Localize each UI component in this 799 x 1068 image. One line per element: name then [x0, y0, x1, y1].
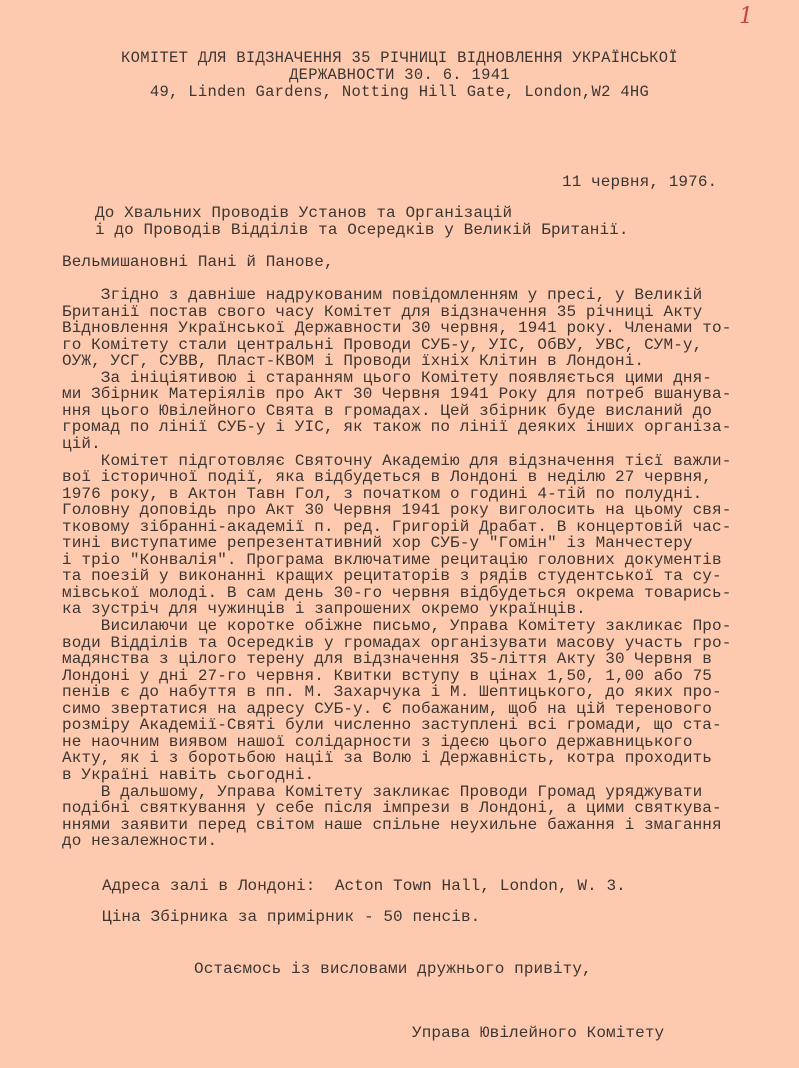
body-line: ннями заявити перед світом наше спільне неухильне бажання і змагання	[62, 815, 722, 834]
body-line: Акту, як і з боротьбою нації за Волю і Державність, котра проходить	[62, 749, 713, 768]
body-line: В дальшому, Управа Комітету закликає Проводи Громад уряджувати	[62, 782, 703, 801]
recipient-line-2: і до Проводів Відділів та Осередків у Великій Британії.	[95, 221, 629, 239]
body-line: Комітет підготовляє Святочну Академію для відзначення тієї важли-	[62, 451, 732, 470]
body-line: мадянства з цілого терену для відзначення 35-ліття Акту 30 Червня в	[62, 650, 713, 669]
body-line: Головну доповідь про Акт 30 Червня 1941 року виголосить на цьому свя-	[62, 501, 732, 520]
body-line: ми Збірник Матеріялів про Акт 30 Червня 1941 Року для потреб вшанува-	[62, 385, 732, 404]
salutation: Вельмишановні Пані й Панове,	[62, 253, 334, 271]
body-line: го Комітету стали центральні Проводи СУБ-у, УІС, ОбВУ, УВС, СУМ-у,	[62, 335, 703, 354]
letter-date: 11 червня, 1976.	[562, 173, 718, 191]
letterhead-title-line-2: ДЕРЖАВНОСТИ 30. 6. 1941	[289, 66, 510, 84]
body-line: Висилаючи це коротке обіжне письмо, Управа Комітету закликає Про-	[62, 617, 732, 635]
body-line: 1976 року, в Актон Тавн Гол, з початком о годині 4-тій по полудні.	[62, 484, 703, 503]
body-line: ння цього Ювілейного Свята в громадах. Цей збірник буде висланий до	[62, 401, 713, 420]
body-line: симо звертатися на адресу СУБ-у. Є побажаним, щоб на цій теренового	[62, 699, 713, 718]
body-line: Відновлення Української Державности 30 червня, 1941 року. Членами то-	[62, 319, 732, 338]
closing-line: Остаємось із висловами дружнього привіту,	[194, 960, 592, 978]
recipient-line-1: До Хвальних Проводів Установ та Організацій	[95, 204, 513, 222]
body-line: пенів є до набуття в пп. М. Захарчука і М. Шептицького, до яких про-	[62, 683, 722, 702]
body-line: цій.	[62, 434, 101, 453]
body-line: ОУЖ, УСГ, СУВВ, Пласт-КВОМ і Проводи їхніх Клітин в Лондоні.	[62, 352, 645, 371]
body-line: тині виступатиме репрезентативний хор СУБ-у "Гомін" із Манчестеру	[62, 534, 693, 553]
body-line: Лондоні у дні 27-го червня. Квитки вступу в цінах 1,50, 1,00 або 75	[62, 666, 713, 685]
body-line: Згідно з давніше надрукованим повідомленням у пресі, у Великій	[62, 286, 703, 304]
body-line: води Відділів та Осередків у громадах організувати масову участь гро-	[62, 633, 732, 652]
body-line: За ініціятивою і старанням цього Комітету появляється цими дня-	[62, 368, 713, 387]
body-line: подібні святкування у себе після імпрези в Лондоні, а цими святкува-	[62, 799, 722, 818]
letterhead-address: 49, Linden Gardens, Notting Hill Gate, London,W2 4HG	[149, 83, 650, 101]
body-line: тковому зібранні-академії п. ред. Григорій Драбат. В концертовій час-	[62, 517, 732, 536]
letterhead-title-line-1: КОМІТЕТ ДЛЯ ВІДЗНАЧЕННЯ 35 РІЧНИЦІ ВІДНОВЛЕННЯ УКРАЇНСЬКОЇ	[121, 49, 678, 67]
handwritten-page-number: 1	[739, 4, 753, 29]
body-line: до незалежности.	[62, 832, 218, 851]
body-line: Британії постав свого часу Комітет для відзначення 35 річниці Акту	[62, 302, 703, 321]
body-line: громад по лінії СУБ-у і УІС, як також по лінії деяких інших організа-	[62, 418, 732, 437]
hall-address: Адреса залі в Лондоні: Acton Town Hall, London, W. 3.	[102, 877, 626, 895]
body-line: та поезій у виконанні кращих рецитаторів з рядів студентської та су-	[62, 567, 722, 586]
body-line: ка зустріч для чужинців і запрошених окремо українців.	[62, 600, 586, 619]
body-line: розміру Академії-Святі були численно заступлені всі громади, що ста-	[62, 716, 722, 735]
body-line: вої історичної події, яка відбудеться в Лондоні в неділю 27 червня,	[62, 468, 713, 487]
signature: Управа Ювілейного Комітету	[412, 1024, 665, 1042]
body-line: і тріо "Конвалія". Програма включатиме рецитацію головних документів	[62, 550, 722, 569]
body-line: мівської молоді. В сам день 30-го червня відбудеться окрема товарись-	[62, 583, 732, 602]
body-line: не наочним виявом нашої солідарности з ідеєю цього державницького	[62, 732, 693, 751]
booklet-price: Ціна Збірника за примірник - 50 пенсів.	[102, 908, 481, 926]
body-line: в Україні навіть сьогодні.	[62, 765, 315, 784]
